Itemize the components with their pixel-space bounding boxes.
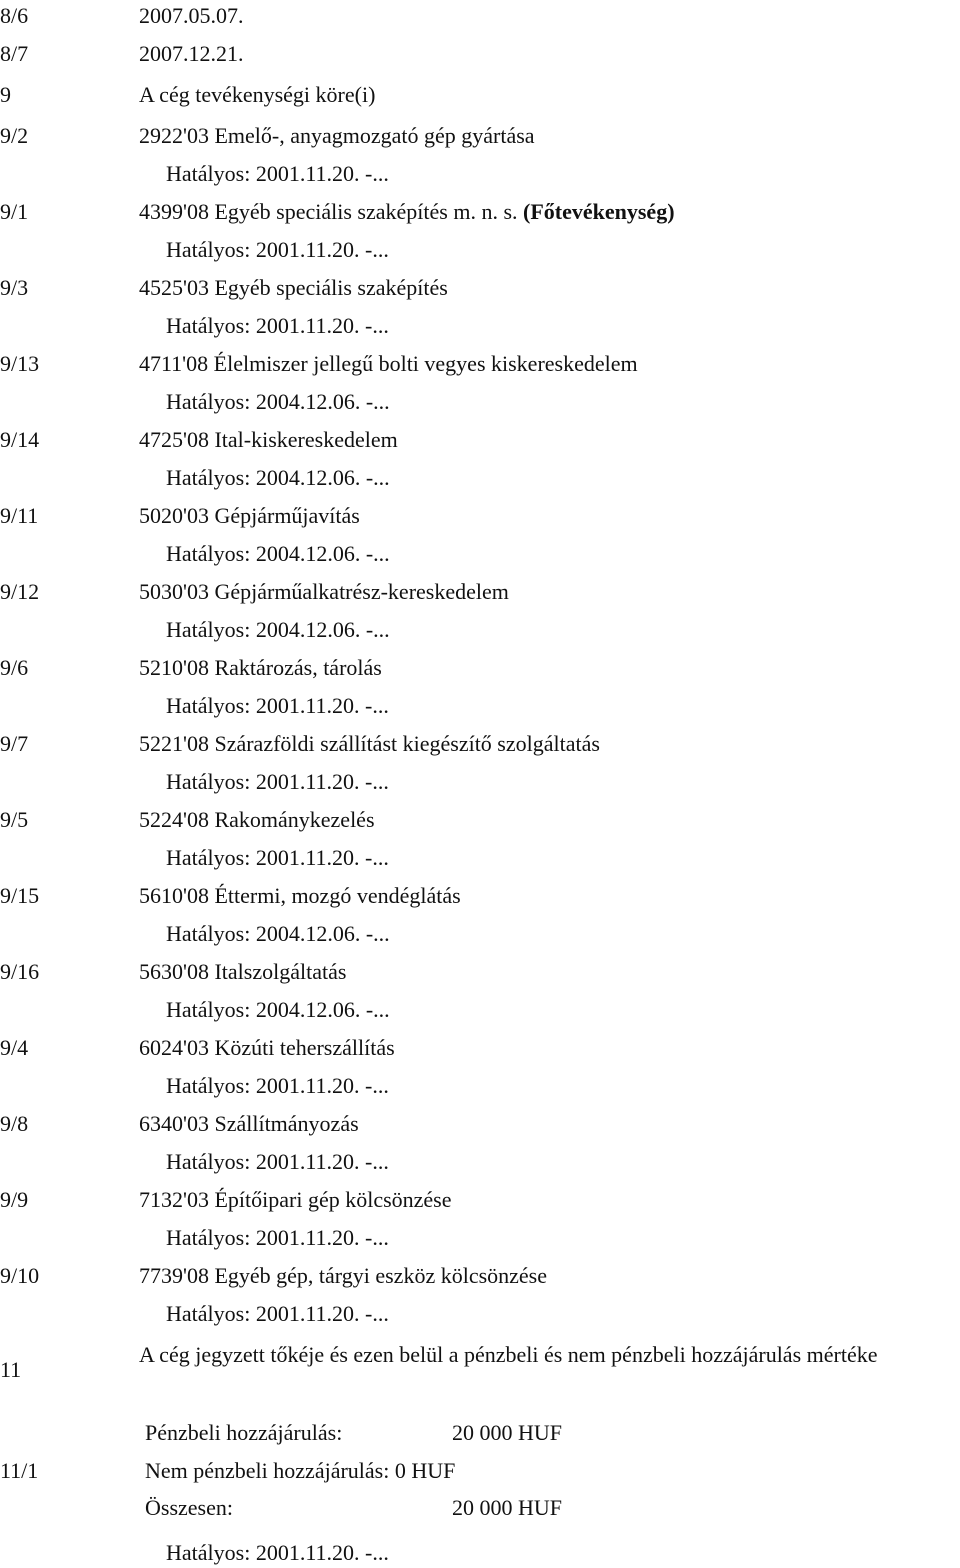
activity-effective: Hatályos: 2004.12.06. -...: [166, 389, 390, 414]
activity-code: 6024'03 Közúti teherszállítás: [139, 1035, 395, 1060]
noncash-contribution-row: [145, 1459, 455, 1483]
activity-number: 9/12: [0, 579, 40, 604]
activity-code: 4725'08 Ital-kiskereskedelem: [139, 427, 398, 452]
section-title: A cég tevékenységi köre(i): [139, 82, 376, 107]
cash-contribution-label: Pénzbeli hozzájárulás:: [145, 1420, 343, 1445]
activity-number: 9/1: [0, 199, 29, 224]
activity-effective: Hatályos: 2001.11.20. -...: [166, 693, 389, 718]
activity-code: 4525'03 Egyéb speciális szaképítés: [139, 275, 448, 300]
total-label: Összesen:: [145, 1495, 233, 1520]
activity-number: 9/14: [0, 427, 40, 452]
activity-effective: Hatályos: 2004.12.06. -...: [166, 541, 390, 566]
activity-code: 7132'03 Építőipari gép kölcsönzése: [139, 1187, 452, 1212]
activity-effective: Hatályos: 2001.11.20. -...: [166, 1301, 389, 1326]
activity-code: 5610'08 Éttermi, mozgó vendéglátás: [139, 883, 461, 908]
activity-number: 9/11: [0, 503, 39, 528]
activity-effective: Hatályos: 2001.11.20. -...: [166, 161, 389, 186]
row-date: 2007.05.07.: [139, 3, 244, 28]
activity-code: 7739'08 Egyéb gép, tárgyi eszköz kölcsönzése: [139, 1263, 547, 1288]
activity-effective: Hatályos: 2001.11.20. -...: [166, 237, 389, 262]
activity-effective: Hatályos: 2001.11.20. -...: [166, 313, 389, 338]
activity-code: 4399'08 Egyéb speciális szaképítés m. n. s. (Főtevékenység): [139, 199, 675, 224]
activity-number: 9/3: [0, 275, 29, 300]
section-number: 9: [0, 82, 11, 107]
activity-number: 9/2: [0, 123, 29, 148]
row-number: 8/7: [0, 41, 29, 66]
activity-number: 9/6: [0, 655, 29, 680]
activity-number: 9/9: [0, 1187, 29, 1212]
total-value: 20 000 HUF: [452, 1495, 563, 1520]
activity-code: 6340'03 Szállítmányozás: [139, 1111, 359, 1136]
activity-effective: Hatályos: 2004.12.06. -...: [166, 921, 390, 946]
activity-effective: Hatályos: 2004.12.06. -...: [166, 997, 390, 1022]
activity-number: 9/16: [0, 959, 40, 984]
activity-effective: Hatályos: 2001.11.20. -...: [166, 1073, 389, 1098]
activity-code: 5224'08 Rakománykezelés: [139, 807, 375, 832]
activity-code: 2922'03 Emelő-, anyagmozgató gép gyártása: [139, 123, 535, 148]
activity-code: 5030'03 Gépjárműalkatrész-kereskedelem: [139, 579, 509, 604]
activity-number: 9/8: [0, 1111, 29, 1136]
activity-number: 9/10: [0, 1263, 40, 1288]
activity-effective: Hatályos: 2001.11.20. -...: [166, 1149, 389, 1174]
activity-effective: Hatályos: 2004.12.06. -...: [166, 617, 390, 642]
capital-effective: Hatályos: 2001.11.20. -...: [166, 1540, 389, 1565]
activity-number: 9/5: [0, 807, 29, 832]
row-date: 2007.12.21.: [139, 41, 244, 66]
section-number: 11: [0, 1357, 22, 1382]
activity-number: 9/13: [0, 351, 40, 376]
activity-code: 4711'08 Élelmiszer jellegű bolti vegyes kiskereskedelem: [139, 351, 638, 376]
capital-title: A cég jegyzett tőkéje és ezen belül a pénzbeli és nem pénzbeli hozzájárulás mértéke: [139, 1342, 878, 1367]
activity-code: 5020'03 Gépjárműjavítás: [139, 503, 360, 528]
main-activity-flag: (Főtevékenység): [523, 199, 675, 224]
activity-effective: Hatályos: 2001.11.20. -...: [166, 1225, 389, 1250]
activity-number: 9/4: [0, 1035, 29, 1060]
activity-code: 5221'08 Szárazföldi szállítást kiegészítő szolgáltatás: [139, 731, 600, 756]
noncash-contribution-label: Nem pénzbeli hozzájárulás:: [145, 1458, 390, 1483]
activity-code: 5630'08 Italszolgáltatás: [139, 959, 347, 984]
activity-effective: Hatályos: 2001.11.20. -...: [166, 769, 389, 794]
subsection-number: 11/1: [0, 1458, 39, 1483]
activity-effective: Hatályos: 2001.11.20. -...: [166, 845, 389, 870]
row-number: 8/6: [0, 3, 29, 28]
activity-number: 9/7: [0, 731, 29, 756]
activity-number: 9/15: [0, 883, 40, 908]
noncash-contribution-value: 0 HUF: [394, 1458, 456, 1483]
activity-code: 5210'08 Raktározás, tárolás: [139, 655, 382, 680]
cash-contribution-value: 20 000 HUF: [452, 1420, 563, 1445]
activity-effective: Hatályos: 2004.12.06. -...: [166, 465, 390, 490]
